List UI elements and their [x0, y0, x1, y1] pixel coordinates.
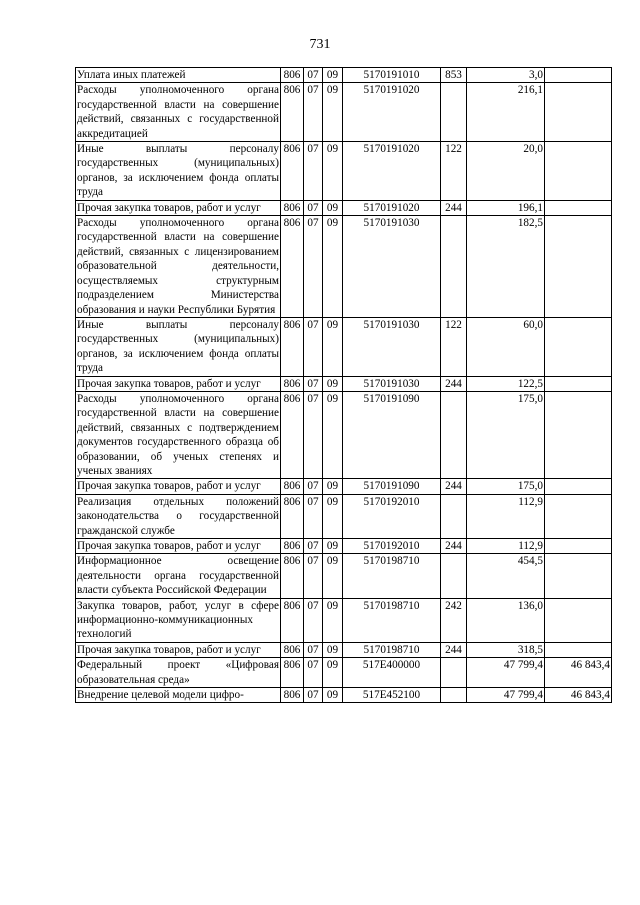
row-csr-code-cell: 5170198710 [343, 642, 441, 657]
row-gr-code-cell: 806 [281, 200, 304, 215]
row-amount-cell: 47 799,4 [467, 658, 545, 688]
row-gr-code-cell: 806 [281, 376, 304, 391]
row-rz-code-cell: 07 [304, 216, 323, 318]
row-vr-code-cell: 244 [441, 200, 467, 215]
row-vr-code-cell: 244 [441, 642, 467, 657]
row-vr-code-cell: 853 [441, 68, 467, 83]
row-pr-code-cell: 09 [323, 83, 343, 142]
row-amount-cell: 122,5 [467, 376, 545, 391]
row-amount-cell: 318,5 [467, 642, 545, 657]
row-pr-code-cell: 09 [323, 216, 343, 318]
row-pr-code-cell: 09 [323, 598, 343, 642]
row-gr-code-cell: 806 [281, 539, 304, 554]
row-csr-code-cell: 5170192010 [343, 539, 441, 554]
row-pr-code-cell: 09 [323, 317, 343, 376]
row-rz-code-cell: 07 [304, 142, 323, 201]
row-amount-cell: 175,0 [467, 391, 545, 478]
table-row [76, 376, 612, 391]
row-amount-2-cell [545, 68, 612, 83]
row-gr-code-cell: 806 [281, 391, 304, 478]
row-amount-cell: 20,0 [467, 142, 545, 201]
row-rz-code-cell: 07 [304, 83, 323, 142]
row-amount-cell: 60,0 [467, 317, 545, 376]
row-amount-2-cell [545, 376, 612, 391]
row-name-cell: Иные выплаты персоналу государственных (муниципальных) органов, за исключением фонда оплаты труда [77, 318, 279, 375]
row-name-cell: Внедрение целевой модели цифро- [76, 688, 281, 703]
row-vr-code-cell [441, 554, 467, 598]
row-amount-2-cell [545, 391, 612, 478]
row-amount-2-cell: 46 843,4 [545, 658, 612, 688]
row-pr-code-cell: 09 [323, 200, 343, 215]
page-number: 731 [309, 37, 331, 52]
row-name-cell: Информационное освещение деятельности органа государственной власти субъекта Российской Федерации [77, 555, 279, 597]
row-vr-code-cell [441, 391, 467, 478]
row-pr-code-cell: 09 [323, 688, 343, 703]
row-amount-cell: 112,9 [467, 494, 545, 538]
budget-table [75, 67, 612, 703]
row-csr-code-cell: 5170198710 [343, 598, 441, 642]
row-csr-code-cell: 5170191090 [343, 391, 441, 478]
row-rz-code-cell: 07 [304, 494, 323, 538]
row-amount-cell: 175,0 [467, 479, 545, 494]
row-gr-code-cell: 806 [281, 317, 304, 376]
row-pr-code-cell: 09 [323, 642, 343, 657]
row-amount-cell: 3,0 [467, 68, 545, 83]
row-csr-code-cell: 5170191030 [343, 376, 441, 391]
table-row [76, 216, 612, 318]
row-name-cell: Прочая закупка товаров, работ и услуг [76, 539, 281, 554]
row-amount-2-cell [545, 317, 612, 376]
row-pr-code-cell: 09 [323, 479, 343, 494]
row-amount-2-cell [545, 539, 612, 554]
row-name-cell: Прочая закупка товаров, работ и услуг [76, 376, 281, 391]
row-csr-code-cell: 517E400000 [343, 658, 441, 688]
row-csr-code-cell: 5170191090 [343, 479, 441, 494]
row-gr-code-cell: 806 [281, 494, 304, 538]
row-amount-2-cell [545, 554, 612, 598]
table-row [76, 688, 612, 703]
table-row [76, 200, 612, 215]
row-amount-cell: 454,5 [467, 554, 545, 598]
row-rz-code-cell: 07 [304, 688, 323, 703]
row-amount-2-cell [545, 642, 612, 657]
row-gr-code-cell: 806 [281, 598, 304, 642]
row-amount-2-cell [545, 494, 612, 538]
row-name-cell: Закупка товаров, работ, услуг в сфере информационно-коммуникационных технологий [77, 599, 279, 641]
row-amount-2-cell [545, 200, 612, 215]
row-pr-code-cell: 09 [323, 391, 343, 478]
row-gr-code-cell: 806 [281, 642, 304, 657]
row-pr-code-cell: 09 [323, 68, 343, 83]
row-vr-code-cell: 122 [441, 317, 467, 376]
row-rz-code-cell: 07 [304, 554, 323, 598]
row-amount-cell: 196,1 [467, 200, 545, 215]
table-row [76, 642, 612, 657]
row-amount-cell: 136,0 [467, 598, 545, 642]
table-row [76, 68, 612, 83]
row-pr-code-cell: 09 [323, 658, 343, 688]
row-rz-code-cell: 07 [304, 642, 323, 657]
row-csr-code-cell: 5170191020 [343, 200, 441, 215]
row-rz-code-cell: 07 [304, 200, 323, 215]
row-csr-code-cell: 5170191010 [343, 68, 441, 83]
row-vr-code-cell [441, 83, 467, 142]
row-vr-code-cell [441, 216, 467, 318]
table-row [76, 598, 612, 642]
row-vr-code-cell: 122 [441, 142, 467, 201]
table-row [76, 658, 612, 688]
row-pr-code-cell: 09 [323, 554, 343, 598]
row-amount-2-cell [545, 598, 612, 642]
row-amount-cell: 112,9 [467, 539, 545, 554]
row-vr-code-cell [441, 658, 467, 688]
row-rz-code-cell: 07 [304, 376, 323, 391]
row-name-cell: Расходы уполномоченного органа государственной власти на совершение действий, связанных с государственной аккредитацией [77, 84, 279, 140]
row-vr-code-cell: 244 [441, 539, 467, 554]
row-csr-code-cell: 517E452100 [343, 688, 441, 703]
row-amount-2-cell: 46 843,4 [545, 688, 612, 703]
row-rz-code-cell: 07 [304, 658, 323, 688]
row-vr-code-cell [441, 688, 467, 703]
row-pr-code-cell: 09 [323, 376, 343, 391]
row-rz-code-cell: 07 [304, 68, 323, 83]
table-row [76, 83, 612, 142]
row-name-cell: Реализация отдельных положений законодательства о государственной гражданской службе [77, 495, 279, 537]
table-row [76, 539, 612, 554]
row-pr-code-cell: 09 [323, 539, 343, 554]
row-gr-code-cell: 806 [281, 554, 304, 598]
row-name-cell: Расходы уполномоченного органа государственной власти на совершение действий, связанных с лицензированием образовательной деятельности, осуществляемых структурным подразделением Министерства образования и науки Республики Бурятия [77, 217, 279, 316]
row-gr-code-cell: 806 [281, 479, 304, 494]
row-amount-2-cell [545, 83, 612, 142]
row-name-cell: Прочая закупка товаров, работ и услуг [76, 642, 281, 657]
row-gr-code-cell: 806 [281, 142, 304, 201]
table-row [76, 317, 612, 376]
row-amount-2-cell [545, 216, 612, 318]
row-amount-cell: 216,1 [467, 83, 545, 142]
row-name-cell: Прочая закупка товаров, работ и услуг [76, 200, 281, 215]
table-row [76, 391, 612, 478]
table-body [76, 68, 612, 703]
row-vr-code-cell: 244 [441, 376, 467, 391]
row-vr-code-cell [441, 494, 467, 538]
row-rz-code-cell: 07 [304, 317, 323, 376]
row-amount-cell: 182,5 [467, 216, 545, 318]
row-gr-code-cell: 806 [281, 216, 304, 318]
row-name-cell: Прочая закупка товаров, работ и услуг [76, 479, 281, 494]
row-gr-code-cell: 806 [281, 83, 304, 142]
row-pr-code-cell: 09 [323, 494, 343, 538]
row-amount-cell: 47 799,4 [467, 688, 545, 703]
row-rz-code-cell: 07 [304, 479, 323, 494]
table-row [76, 494, 612, 538]
row-amount-2-cell [545, 142, 612, 201]
row-rz-code-cell: 07 [304, 391, 323, 478]
row-amount-2-cell [545, 479, 612, 494]
row-vr-code-cell: 244 [441, 479, 467, 494]
row-gr-code-cell: 806 [281, 68, 304, 83]
table-row [76, 554, 612, 598]
row-name-cell: Расходы уполномоченного органа государственной власти на совершение действий, связанных с подтверждением документов государственного образца об образовании, об ученых степенях и ученых званиях [77, 392, 279, 477]
row-rz-code-cell: 07 [304, 539, 323, 554]
row-name-cell: Федеральный проект «Цифровая образовательная среда» [77, 659, 279, 686]
table-row [76, 142, 612, 201]
row-name-cell: Иные выплаты персоналу государственных (муниципальных) органов, за исключением фонда оплаты труда [77, 143, 279, 199]
row-csr-code-cell: 5170191020 [343, 142, 441, 201]
row-gr-code-cell: 806 [281, 658, 304, 688]
row-csr-code-cell: 5170191020 [343, 83, 441, 142]
row-gr-code-cell: 806 [281, 688, 304, 703]
row-pr-code-cell: 09 [323, 142, 343, 201]
row-csr-code-cell: 5170192010 [343, 494, 441, 538]
row-csr-code-cell: 5170198710 [343, 554, 441, 598]
row-rz-code-cell: 07 [304, 598, 323, 642]
row-csr-code-cell: 5170191030 [343, 317, 441, 376]
row-csr-code-cell: 5170191030 [343, 216, 441, 318]
row-name-cell: Уплата иных платежей [76, 68, 281, 83]
table-row [76, 479, 612, 494]
row-vr-code-cell: 242 [441, 598, 467, 642]
